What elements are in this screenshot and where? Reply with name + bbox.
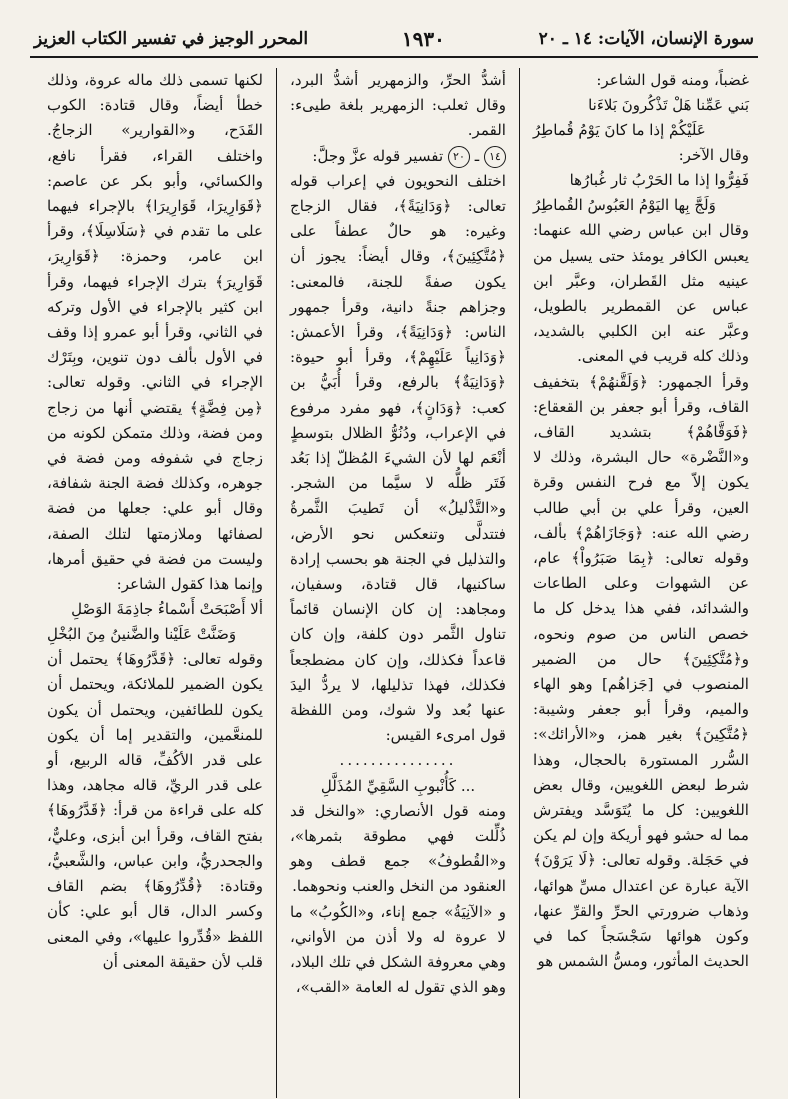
ayah-number-icon: ١٤ bbox=[484, 146, 506, 168]
paragraph: وقوله تعالى: ﴿قَدَّرُوهَا﴾ يحتمل أن يكون الضمير للملائكة، ويحتمل أن يكون للطائفين، ويحتمل أن يكون للمنعَّمين، والتقدير إما أن يكون على قدر الأكُفِّ، قاله الربيع، أو على قدر الريِّ، قاله مجاهد، وهذا كله على قراءة من قرأ: ﴿قَدَّرُوهَا﴾ بفتح القاف، وقرأ ابن أبزى، وعليٌّ، والجحدريُّ، وابن عباس، والشَّعبيُّ، وقتادة: ﴿قُدِّرُوهَا﴾ بضم القاف وكسر الدال، قال أبو علي: كأن اللفظ «قُدِّروا عليها»، وفي المعنى قلب لأن حقيقة المعنى أن bbox=[47, 650, 263, 971]
column-divider bbox=[276, 68, 277, 1098]
paragraph: و «الآنِيَةُ» جمع إناء، و«الكُوبُ» ما لا عروة له ولا أذن من الأواني، وهي معروفة الشكل في تلك البلاد، وهو الذي تقول له العامة «القب»، bbox=[290, 902, 506, 997]
column-right bbox=[524, 68, 758, 1098]
paragraph: أشدُّ الحرِّ، والزمهرير أشدُّ البرد، وقال ثعلب: الزمهرير بلغة طيىء: القمر. bbox=[290, 71, 506, 140]
paragraph: ومنه قول الأنصاري: «والنخل قد ذُلِّلت فهي مطوقة بثمرها»، و«القُطوفُ» جمع قطف وهو العنقود من النخل والعنب ونحوهما. bbox=[290, 801, 506, 896]
column-left bbox=[38, 68, 272, 1098]
heading-text: تفسير قوله عزَّ وجلَّ: bbox=[312, 146, 444, 165]
paragraph: وقال ابن عباس رضي الله عنهما: يعبس الكافر يومئذ حتى يسيل من عينيه مثل القَطران، وعبَّر ابن عباس عن القمطرير بالطويل، وعبَّر عنه ابن الكلبي بالشديد، وذلك كله قريب في المعنى. bbox=[533, 221, 749, 366]
ellipsis-line: ............... bbox=[339, 751, 457, 770]
poem-line: وَلَجَّ بِها اليَوْمُ العَبُوسُ القُماطِرُ bbox=[533, 196, 716, 215]
book-title: المحرر الوجيز في تفسير الكتاب العزيز bbox=[34, 29, 309, 49]
poem-line: بَني عَمِّنا هَلْ تَذْكُرونَ بَلاءَنا bbox=[588, 96, 749, 115]
text-columns bbox=[30, 68, 758, 1098]
poem-line: فَفِرُّوا إذا ما الحَرْبُ ثار غُبارُها bbox=[569, 171, 749, 190]
poem-line: ... كَأُنْبوبِ السَّقِيِّ المُذَلَّلِ bbox=[320, 776, 476, 795]
paragraph: لكنها تسمى ذلك ماله عروة، وذلك خطأ أيضاً، وقال قتادة: الكوب القَدَح، و«القوارير» الزجاجُ. واختلف القراء، فقرأ نافع، والكسائي، وأبو بكر عن عاصم: ﴿قَوَارِيرَا، قَوَارِيرَا﴾ بالإجراء فيهما على ما تقدم في ﴿سَلَاسِلَا﴾، وقرأ ابن عامر، وحمزة: ﴿قَوَارِيرَ، قَوَارِيرَ﴾ بترك الإجراء فيهما، وقرأ ابن كثير بالإجراء في الأول وتركه في الثاني، وقرأ أبو عمرو إذا وقف في الأول بألف دون تنوين، وبِتَرْك الإجراء في الثاني. وقوله تعالى: ﴿مِن فِضَّةٍ﴾ يقتضي أنها من زجاج ومن فضة، وذلك متمكن لكونه من زجاج في شفوفه ومن فضة في جوهره، وكذلك فضة الجنة شفافة، وقال أبو علي: جعلها من فضة لصفائها وملازمتها لتلك الصفة، وليست من فضة في حقيق أمرها، وإنما هذا كقول الشاعر: bbox=[47, 71, 263, 594]
poem-line: عَلَيْكُمْ إذا ما كانَ يَوْمُ قُماطِرُ bbox=[533, 121, 706, 140]
ayah-number-icon: ٢٠ bbox=[448, 146, 470, 168]
poem-line: ألا أَصْبَحَتْ أَسْماءُ جاذِمَةَ الوَصْلِ bbox=[71, 600, 263, 619]
paragraph: وقال الآخر: bbox=[678, 146, 749, 165]
poem-line: وَضَنَّتْ عَلَيْنا والضَّنينُ مِنَ البُخْلِ bbox=[47, 625, 237, 644]
column-middle bbox=[281, 68, 515, 1098]
paragraph: وقرأ الجمهور: ﴿وَلَقَّنهُمْ﴾ بتخفيف القاف، وقرأ أبو جعفر بن القعقاع: ﴿فَوَقَّاهُمْ﴾ بتشديد القاف، و«النَّضْرة» حال البشرة، وذلك لا يكون إلاّ مع فرح النفس وقرة العين، وقرأ علي بن أبي طالب رضي الله عنه: ﴿وَجَازَاهُمْ﴾ بألف، وقوله تعالى: ﴿بِمَا صَبَرُواْ﴾ عام، عن الشهوات وعلى الطاعات والشدائد، ففي هذا يدخل كل ما خصص الناس من صوم ونحوه، و﴿مُتَّكِئِينَ﴾ حال من الضمير المنصوب في [جَزاهُم] وهو الهاء والميم، وقرأ أبو جعفر وشيبة: ﴿مُتَّكِينَ﴾ بغير همز، و«الأرائك»: السُّرر المستورة بالحجال، وهذا شرط لبعض اللغويين، وقال بعض اللغويين: كل ما يُتَوَسَّد ويفترش مما له حشو فهو أريكة وإن لم يكن في حَجَلة. وقوله تعالى: ﴿لَا يَرَوْنَ﴾ الآية عبارة عن اعتدال مسِّ هوائها، وذهاب ضرورتي الحرِّ والقرِّ عنها، وكون هوائها سَجْسَجاً كما في الحديث المأثور، ومسُّ الشمس هو bbox=[533, 372, 749, 971]
paragraph: اختلف النحويون في إعراب قوله تعالى: ﴿وَدَانِيَةً﴾، فقال الزجاج وغيره: هو حالٌ عطفاً على ﴿مُتَّكِئِينَ﴾، وقال أيضاً: يجوز أن يكون صفةً للجنة، فالمعنى: وجزاهم جنةً دانية، وقرأ جمهور الناس: ﴿وَدَانِيَةً﴾، وقرأ الأعمش: ﴿وَدَانِياً عَلَيْهِمْ﴾، وقرأ أبو حيوة: ﴿وَدَانِيَةٌ﴾ بالرفع، وقرأ أُبَيُّ بن كعب: ﴿وَدَانٍ﴾، فهو مفرد مرفوع في الإعراب، ودُنُوُّ الظلال بتوسطٍ أنْعَم لها لأن الشيءَ المُظلّ إذا بَعُد فَتَر ظلُّه لا سيَّما من الشجر. و«التَّذْليلُ» أن تَطيبَ الثَّمرةُ فتتدلَّى وتنعكس نحو الأرض، والتذليل في الجنة هو بحسب إرادة ساكنيها، قال قتادة، وسفيان، ومجاهد: إن كان الإنسان قائماً تناول الثَّمر دون كلفة، وإن كان قاعداً فكذلك، وإن كان مضطجعاً فكذلك، فهذا تذليلها، لا يردُّ اليدَ عنها بُعد ولا شوك، ومن اللفظة قول امرىء القيس: bbox=[290, 171, 506, 745]
column-divider bbox=[519, 68, 520, 1098]
paragraph: غضباً، ومنه قول الشاعر: bbox=[596, 71, 749, 89]
page-number: ١٩٣٠ bbox=[401, 27, 445, 51]
surah-title: سورة الإنسان، الآيات: ١٤ ـ ٢٠ bbox=[538, 29, 754, 49]
page-header bbox=[30, 22, 758, 58]
section-heading: ١٤ ـ ٢٠ تفسير قوله عزَّ وجلَّ: bbox=[290, 144, 506, 169]
